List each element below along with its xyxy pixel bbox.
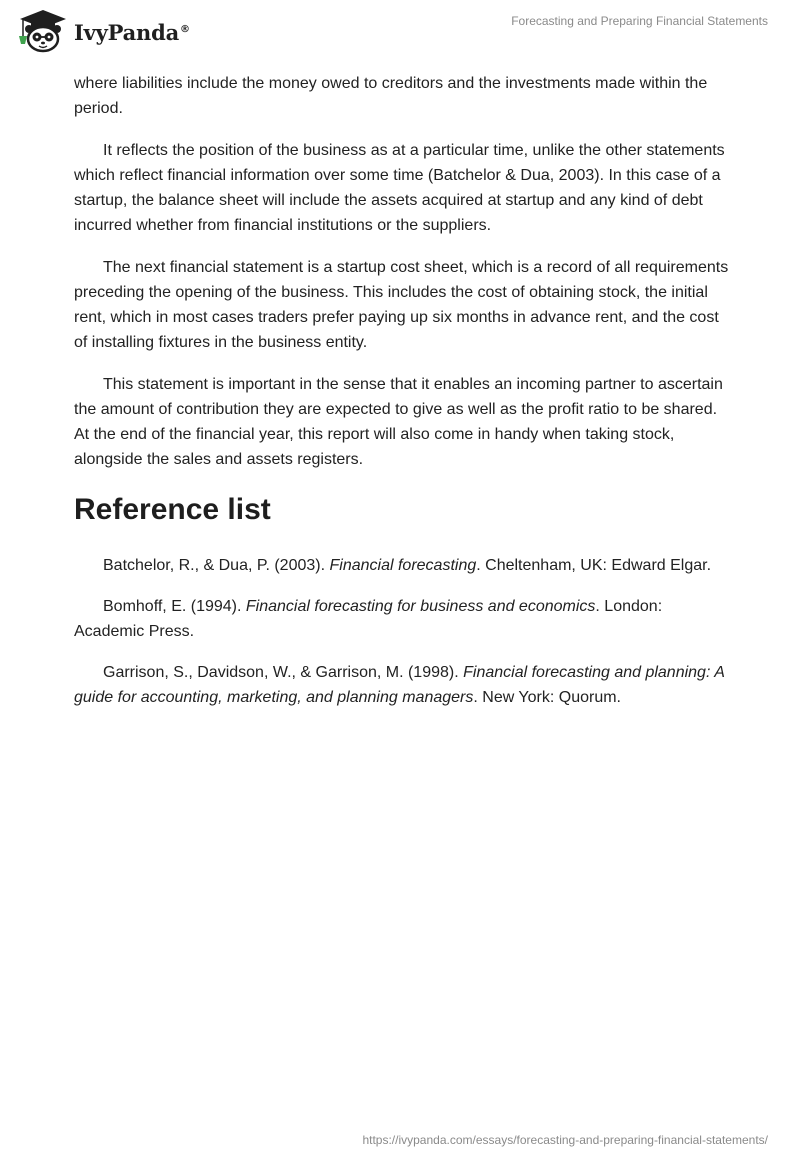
- document-title: Forecasting and Preparing Financial Statements: [511, 14, 768, 28]
- panda-graduate-icon: [14, 8, 72, 54]
- paragraph: The next financial statement is a startup cost sheet, which is a record of all requirements preceding the opening of the business. This includes the cost of obtaining stock, the initial rent, which in most cases traders prefer paying up six months in advance rent, and the cost of installing fixtures in the business entity.: [74, 259, 729, 351]
- ivypanda-logo[interactable]: [14, 8, 190, 54]
- paragraph: It reflects the position of the business as at a particular time, unlike the other statements which reflect financial information over some time (Batchelor & Dua, 2003). In this case of a startup, the balance sheet will include the assets acquired at startup and any kind of debt incurred whether from financial institutions or the suppliers.: [74, 142, 725, 234]
- reference-item: Garrison, S., Davidson, W., & Garrison, M. (1998). Financial forecasting and planning: A guide for accounting, marketing, and planning managers. New York: Quorum.: [74, 664, 725, 706]
- paragraph: where liabilities include the money owed to creditors and the investments made within the period.: [74, 75, 708, 117]
- reference-list-heading: Reference list: [74, 493, 271, 526]
- logo-wordmark: IvyPanda®: [74, 19, 190, 45]
- paragraph: This statement is important in the sense that it enables an incoming partner to ascertain the amount of contribution they are expected to give as well as the profit ratio to be shared. At the end of the financial year, this report will also come in handy when taking stock, alongside the sales and assets registers.: [74, 376, 723, 468]
- page-header: [0, 0, 800, 66]
- reference-item: Batchelor, R., & Dua, P. (2003). Financial forecasting. Cheltenham, UK: Edward Elgar.: [103, 557, 712, 574]
- source-url-link[interactable]: https://ivypanda.com/essays/forecasting-and-preparing-financial-statements/: [362, 1133, 768, 1147]
- reference-item: Bomhoff, E. (1994). Financial forecasting for business and economics. London: Academic Press.: [74, 598, 663, 640]
- essay-content: [74, 71, 734, 710]
